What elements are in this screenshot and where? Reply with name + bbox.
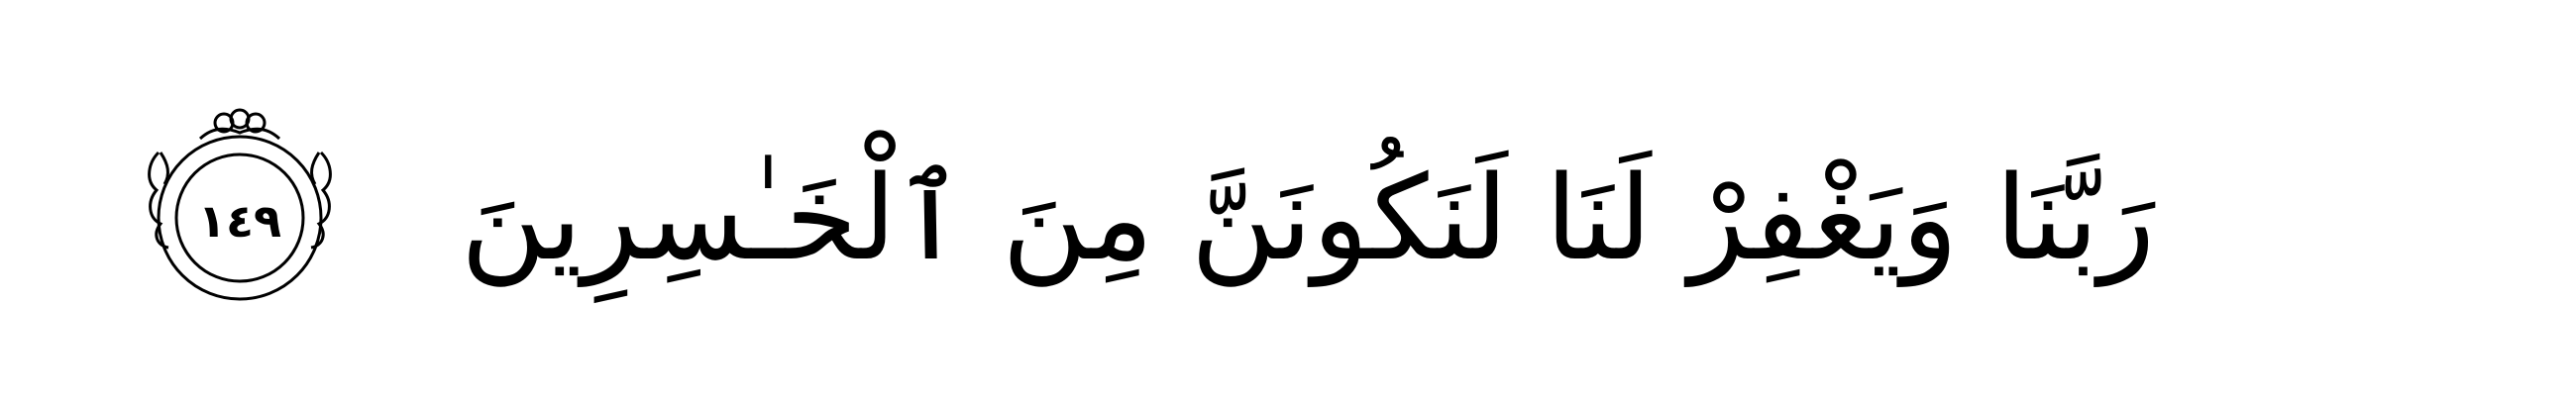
verse-text: رَبَّنَا وَيَغْفِرْ لَنَا لَنَكُونَنَّ مِنَ ٱلْخَـٰسِرِينَ (460, 150, 2156, 286)
verse-line (386, 109, 2229, 327)
verse-end-marker (131, 107, 349, 305)
verse-number: ١٤٩ (197, 194, 282, 248)
